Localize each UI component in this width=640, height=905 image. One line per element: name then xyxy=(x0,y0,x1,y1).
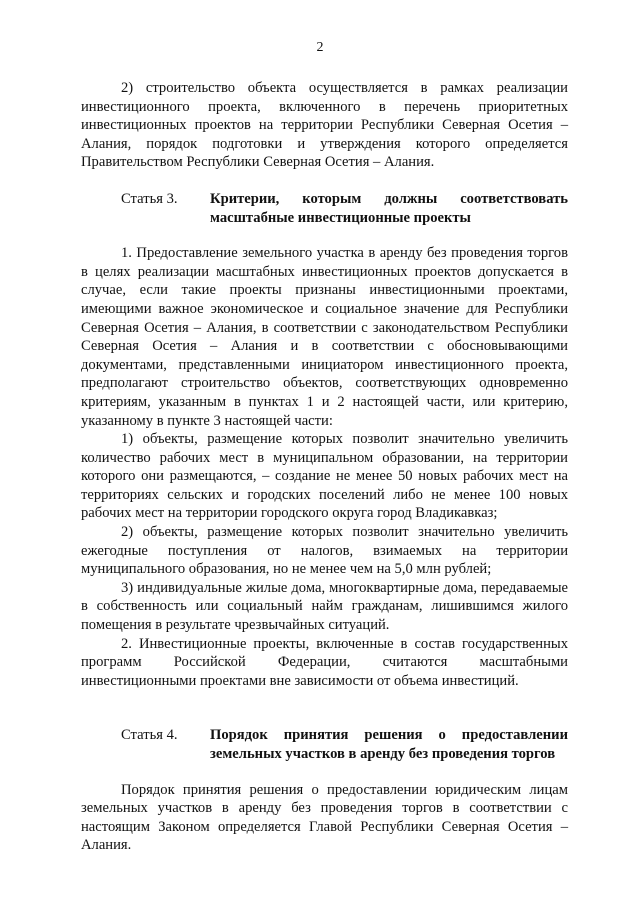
article-4-heading xyxy=(81,726,568,763)
article-3-paragraph: 1. Предоставление земельного участка в аренду без проведения торгов в целях реализации масштабных инвестиционных проектов допускается в случае, если такие проекты признаны инвестиционными проектами, имеющими важное экономическое и социальное значение для Республики Северная Осетия – Алания, в соответствии с законодательством Республики Северная Осетия – Алания и в соответствии с обосновывающими документами, представленными инициатором инвестиционного проекта, предполагают строительство объектов, соответствующих одновременно критериям, указанным в пунктах 1 и 2 настоящей части, или критерию, указанному в пункте 3 настоящей части: xyxy=(81,245,568,429)
intro-paragraph: 2) строительство объекта осуществляется в рамках реализации инвестиционного проекта, включенного в перечень приоритетных инвестиционных проектов на территории Республики Северная Осетия – Алания, порядок подготовки и утверждения которого определяется Правительством Республики Северная Осетия – Алания. xyxy=(81,80,568,171)
article-4-title: Порядок принятия решения о предоставлении земельных участков в аренду без проведения торгов xyxy=(210,727,568,762)
article-3-title: Критерии, которым должны соответствовать масштабные инвестиционные проекты xyxy=(210,190,568,226)
article-3-paragraph: 2. Инвестиционные проекты, включенные в состав государственных программ Российской Федерации, считаются масштабными инвестиционными проектами вне зависимости от объема инвестиций. xyxy=(81,635,568,689)
article-3-paragraph: 2) объекты, размещение которых позволит значительно увеличить ежегодные поступления от налогов, взимаемых на территории муниципального образования, но не менее чем на 5,0 млн рублей; xyxy=(81,524,568,578)
article-3-paragraph: 1) объекты, размещение которых позволит значительно увеличить количество рабочих мест в муниципальном образовании, на территории которого они размещаются, – создание не менее 50 новых рабочих мест на территориях сельских и городских поселений либо не менее 100 новых рабочих мест на территории городского округа город Владикавказ; xyxy=(81,431,568,522)
article-3-paragraph: 3) индивидуальные жилые дома, многоквартирные дома, передаваемые в собственность или социальный найм гражданам, лишившимся жилого помещения в результате чрезвычайных ситуаций. xyxy=(81,579,568,634)
article-3-label: Статья 3. xyxy=(121,190,178,207)
article-3-heading xyxy=(81,190,568,227)
page-number: 2 xyxy=(316,40,324,55)
document-body xyxy=(81,79,568,855)
article-4-paragraph: Порядок принятия решения о предоставлении юридическим лицам земельных участков в аренду без проведения торгов в соответствии с настоящим Законом определяется Главой Республики Северная Осетия – Алания. xyxy=(81,781,568,854)
article-4-label: Статья 4. xyxy=(121,727,178,744)
